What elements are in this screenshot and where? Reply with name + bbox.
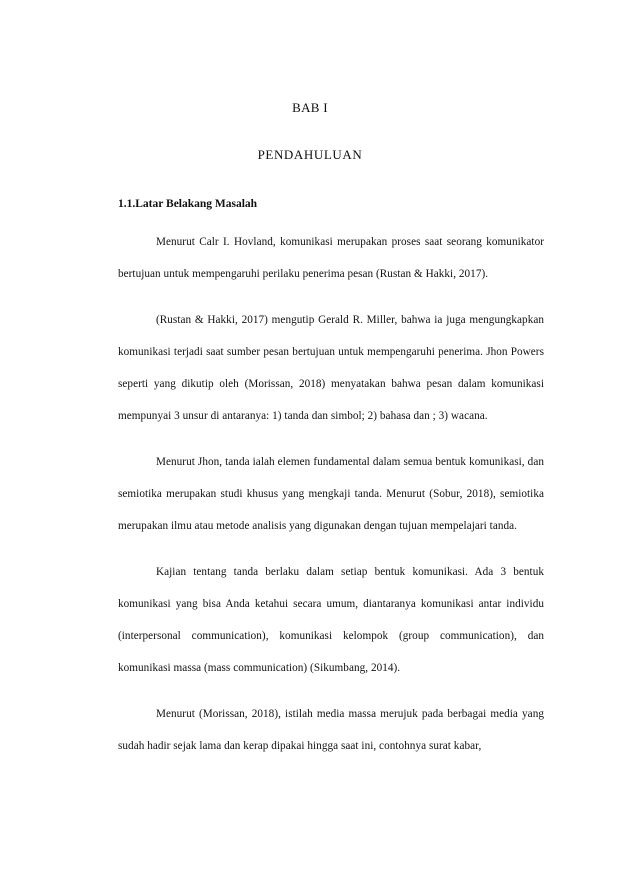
paragraph-1: Menurut Calr I. Hovland, komunikasi merupakan proses saat seorang komunikator bertujuan untuk mempengaruhi perilaku penerima pesan (Rustan & Hakki, 2017). <box>118 236 544 280</box>
paragraph-5: Menurut (Morissan, 2018), istilah media massa merujuk pada berbagai media yang sudah hadir sejak lama dan kerap dipakai hingga saat ini, contohnya surat kabar, <box>118 708 544 752</box>
body-text <box>118 226 544 776</box>
paragraph-4: Kajian tentang tanda berlaku dalam setiap bentuk komunikasi. Ada 3 bentuk komunikasi yang bisa Anda ketahui secara umum, diantaranya komunikasi antar individu (interpersonal communication), komunikasi kelompok (group communication), dan komunikasi massa (mass communication) (Sikumbang, 2014). <box>118 566 544 674</box>
section-heading: 1.1.Latar Belakang Masalah <box>118 198 258 210</box>
chapter-label: BAB I <box>292 100 328 115</box>
chapter-title: PENDAHULUAN <box>257 147 363 162</box>
paragraph-3: Menurut Jhon, tanda ialah elemen fundamental dalam semua bentuk komunikasi, dan semiotika merupakan studi khusus yang mengkaji tanda. Menurut (Sobur, 2018), semiotika merupakan ilmu atau metode analisis yang digunakan dengan tujuan mempelajari tanda. <box>118 456 544 532</box>
paragraph-2: (Rustan & Hakki, 2017) mengutip Gerald R. Miller, bahwa ia juga mengungkapkan komunikasi terjadi saat sumber pesan bertujuan untuk mempengaruhi penerima. Jhon Powers seperti yang dikutip oleh (Morissan, 2018) menyatakan bahwa pesan dalam komunikasi mempunyai 3 unsur di antaranya: 1) tanda dan simbol; 2) bahasa dan ; 3) wacana. <box>118 314 544 422</box>
